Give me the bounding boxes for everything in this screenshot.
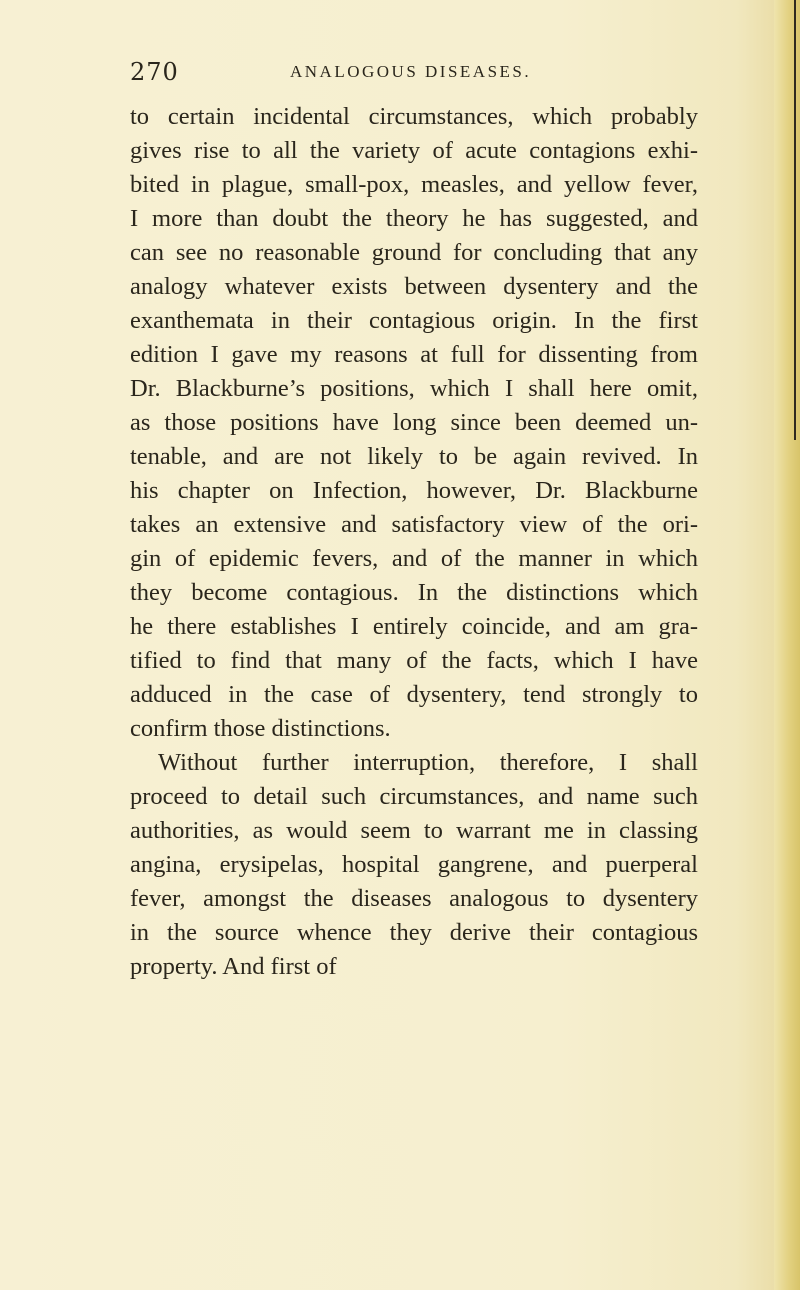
text-line: proceed to detail such circumstances, and name such <box>130 783 698 810</box>
text-line: exanthemata in their contagious origin. In the first <box>130 307 698 334</box>
text-line: angina, erysipelas, hospital gangrene, and puerperal <box>130 851 698 878</box>
text-line: his chapter on Infection, however, Dr. Blackburne <box>130 477 698 504</box>
text-line: Dr. Blackburne’s positions, which I shall here omit, <box>130 375 698 402</box>
text-line: adduced in the case of dysentery, tend strongly to <box>130 681 698 708</box>
running-head: ANALOGOUS DISEASES. <box>290 62 532 81</box>
text-line: edition I gave my reasons at full for dissenting from <box>130 341 698 368</box>
text-line: I more than doubt the theory he has suggested, and <box>130 205 698 232</box>
text-line: they become contagious. In the distinctions which <box>130 579 698 606</box>
text-line: authorities, as would seem to warrant me in classing <box>130 817 698 844</box>
text-line: property. And first of <box>130 953 337 980</box>
page-header <box>130 58 690 88</box>
text-line: tenable, and are not likely to be again revived. In <box>130 443 698 470</box>
text-line: to certain incidental circumstances, which probably <box>130 103 698 130</box>
text-line: can see no reasonable ground for concluding that any <box>130 239 698 266</box>
text-line: as those positions have long since been deemed un- <box>130 409 698 436</box>
text-line: tified to find that many of the facts, which I have <box>130 647 698 674</box>
text-line: confirm those distinctions. <box>130 715 391 742</box>
body-text <box>130 100 698 984</box>
text-line: in the source whence they derive their contagious <box>130 919 698 946</box>
text-line: he there establishes I entirely coincide, and am gra- <box>130 613 698 640</box>
page-number: 270 <box>130 58 179 86</box>
text-line: analogy whatever exists between dysentery and the <box>130 273 698 300</box>
page-edge-line <box>794 0 796 440</box>
text-line: takes an extensive and satisfactory view of the ori- <box>130 511 698 538</box>
text-line: fever, amongst the diseases analogous to dysentery <box>130 885 698 912</box>
text-line: gives rise to all the variety of acute contagions exhi- <box>130 137 698 164</box>
text-line: Without further interruption, therefore, I shall <box>158 749 698 776</box>
text-line: gin of epidemic fevers, and of the manner in which <box>130 545 698 572</box>
text-line: bited in plague, small-pox, measles, and yellow fever, <box>130 171 698 198</box>
page-edge-shadow <box>774 0 800 1290</box>
